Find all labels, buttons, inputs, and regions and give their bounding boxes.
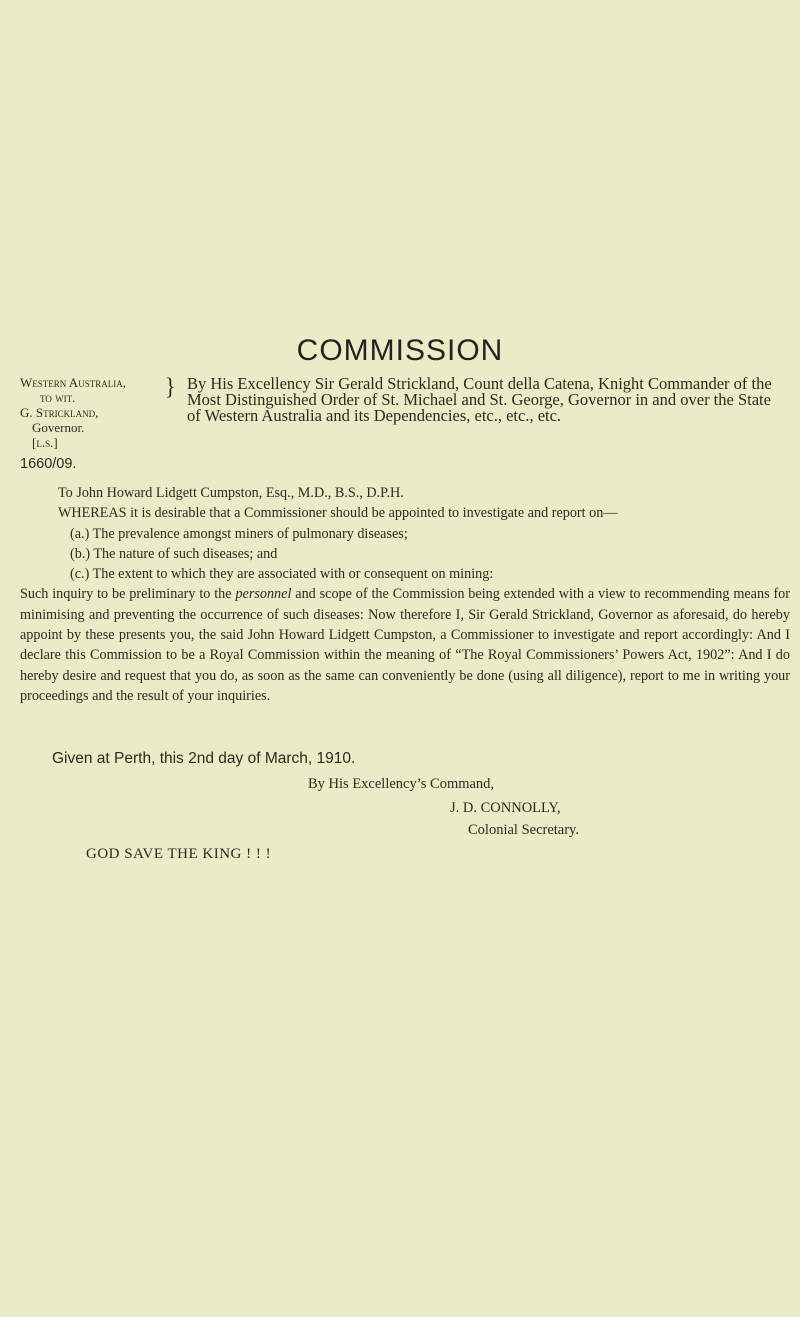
reference-number: 1660/09. (20, 456, 77, 472)
list-item: (c.) The extent to which they are associated with or consequent on mining: (70, 566, 494, 583)
signatory-title: Colonial Secretary. (468, 822, 579, 838)
brace-mark: } (165, 372, 176, 401)
main-paragraph (20, 584, 790, 706)
list-item: (b.) The nature of such diseases; and (70, 545, 278, 562)
given-line: Given at Perth, this 2nd day of March, 1910. (52, 750, 356, 767)
margin-to-wit: to wit. (40, 390, 76, 405)
document-title: COMMISSION (296, 334, 504, 367)
paragraph-rest: and scope of the Commission being extended with a view to recommending means for minimising and preventing the occurrence of such diseases: Now therefore I, Sir Gerald Strickland, Governor as aforesaid, do hereby appoint by these presents you, the said John Howard Lidgett Cumpston, a Commissioner to investigate and report accordingly: And I declare this Commission to be a Royal Commission within the meaning of “The Royal Commissioners’ Powers Act, 1902”: And I do hereby desire and request that you do, as soon as the same can conveniently be done (using all diligence), report to me in writing your proceedings and the result of your inquiries. (20, 586, 791, 704)
signatory-name: J. D. CONNOLLY, (450, 800, 561, 816)
list-item: (a.) The prevalence amongst miners of pulmonary diseases; (70, 525, 408, 542)
margin-governor-title: Governor. (32, 420, 85, 435)
margin-governor-name: G. Strickland, (20, 405, 99, 420)
paragraph-italic: personnel (235, 586, 292, 603)
paragraph-start: Such inquiry to be preliminary to the (20, 586, 232, 603)
commission-body (20, 483, 790, 706)
whereas-clause: WHEREAS it is desirable that a Commissioner should be appointed to investigate and report on— (58, 505, 618, 522)
margin-seal: [l.s.] (32, 435, 58, 450)
command-line: By His Excellency’s Command, (308, 776, 495, 792)
addressee: To John Howard Lidgett Cumpston, Esq., M.D., B.S., D.P.H. (58, 485, 404, 501)
preamble-text: By His Excellency Sir Gerald Strickland, Count della Catena, Knight Commander of the Most Distinguished Order of St. Michael and St. George, Governor in and over the State of Western Australia and its Dependencies, etc., etc., etc. (187, 374, 772, 425)
closing-line: GOD SAVE THE KING ! ! ! (86, 846, 272, 862)
margin-state: Western Australia, (20, 375, 126, 390)
